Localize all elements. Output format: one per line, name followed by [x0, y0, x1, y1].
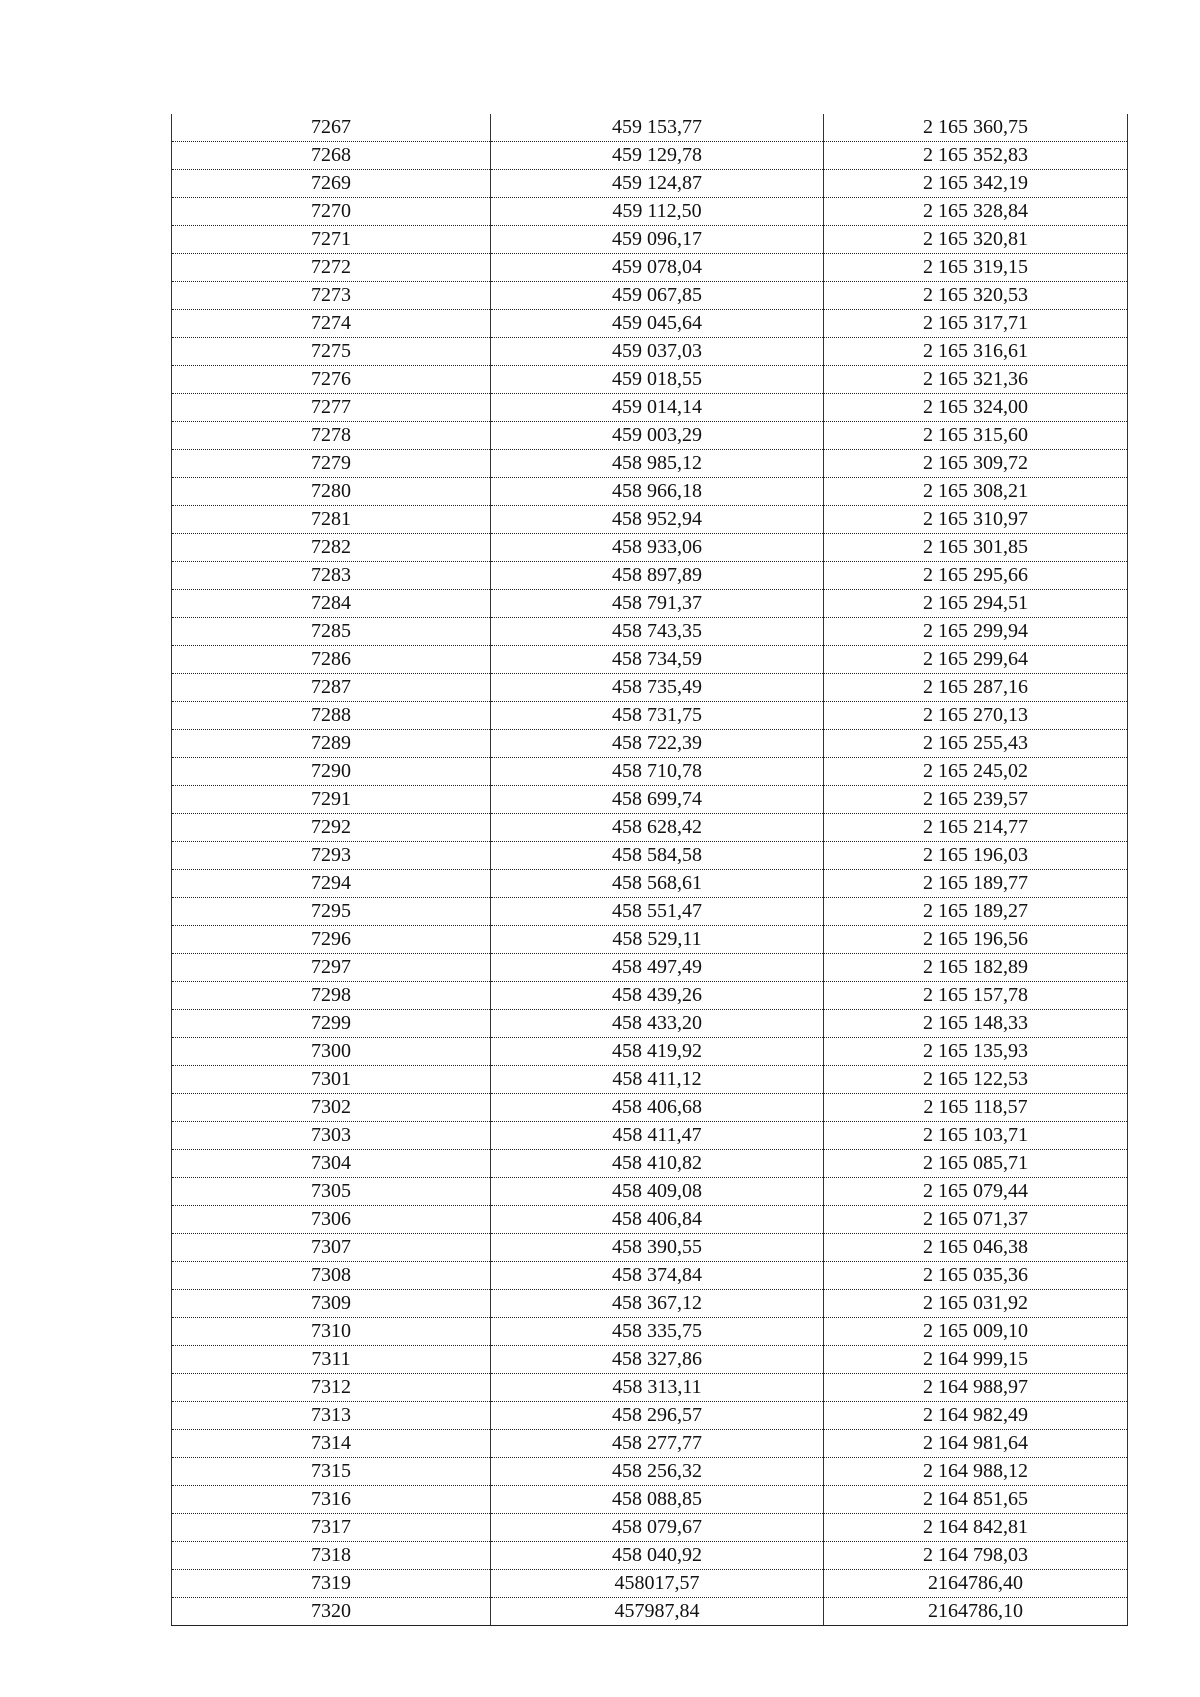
- x-coordinate-cell: 458 722,39: [491, 730, 824, 758]
- table-row: [172, 1290, 1128, 1318]
- point-number-cell: 7280: [172, 478, 491, 506]
- x-coordinate-cell: 459 003,29: [491, 422, 824, 450]
- y-coordinate-cell: 2 165 317,71: [824, 310, 1128, 338]
- table-row: [172, 1122, 1128, 1150]
- x-coordinate-cell: 458 791,37: [491, 590, 824, 618]
- x-coordinate-cell: 458 079,67: [491, 1514, 824, 1542]
- table-row: [172, 1178, 1128, 1206]
- table-row: [172, 310, 1128, 338]
- point-number-cell: 7269: [172, 170, 491, 198]
- x-coordinate-cell: 458 433,20: [491, 1010, 824, 1038]
- point-number-cell: 7313: [172, 1402, 491, 1430]
- y-coordinate-cell: 2 165 245,02: [824, 758, 1128, 786]
- point-number-cell: 7276: [172, 366, 491, 394]
- point-number-cell: 7296: [172, 926, 491, 954]
- x-coordinate-cell: 458 390,55: [491, 1234, 824, 1262]
- y-coordinate-cell: 2 165 079,44: [824, 1178, 1128, 1206]
- y-coordinate-cell: 2 164 842,81: [824, 1514, 1128, 1542]
- point-number-cell: 7303: [172, 1122, 491, 1150]
- table-row: [172, 198, 1128, 226]
- x-coordinate-cell: 459 124,87: [491, 170, 824, 198]
- x-coordinate-cell: 458 439,26: [491, 982, 824, 1010]
- x-coordinate-cell: 459 045,64: [491, 310, 824, 338]
- y-coordinate-cell: 2 164 988,97: [824, 1374, 1128, 1402]
- table-row: [172, 814, 1128, 842]
- y-coordinate-cell: 2 165 308,21: [824, 478, 1128, 506]
- y-coordinate-cell: 2 164 988,12: [824, 1458, 1128, 1486]
- y-coordinate-cell: 2 165 196,03: [824, 842, 1128, 870]
- y-coordinate-cell: 2 165 009,10: [824, 1318, 1128, 1346]
- point-number-cell: 7291: [172, 786, 491, 814]
- point-number-cell: 7300: [172, 1038, 491, 1066]
- table-row: [172, 282, 1128, 310]
- y-coordinate-cell: 2 165 310,97: [824, 506, 1128, 534]
- y-coordinate-cell: 2 165 360,75: [824, 114, 1128, 142]
- table-row: [172, 1542, 1128, 1570]
- table-row: [172, 590, 1128, 618]
- table-row: [172, 394, 1128, 422]
- point-number-cell: 7270: [172, 198, 491, 226]
- y-coordinate-cell: 2 165 352,83: [824, 142, 1128, 170]
- y-coordinate-cell: 2 165 071,37: [824, 1206, 1128, 1234]
- y-coordinate-cell: 2 165 287,16: [824, 674, 1128, 702]
- coordinates-table-body: [172, 114, 1128, 1626]
- point-number-cell: 7314: [172, 1430, 491, 1458]
- x-coordinate-cell: 458 406,84: [491, 1206, 824, 1234]
- x-coordinate-cell: 458 497,49: [491, 954, 824, 982]
- y-coordinate-cell: 2 165 148,33: [824, 1010, 1128, 1038]
- x-coordinate-cell: 459 037,03: [491, 338, 824, 366]
- x-coordinate-cell: 458 952,94: [491, 506, 824, 534]
- point-number-cell: 7290: [172, 758, 491, 786]
- x-coordinate-cell: 457987,84: [491, 1598, 824, 1626]
- point-number-cell: 7306: [172, 1206, 491, 1234]
- point-number-cell: 7292: [172, 814, 491, 842]
- point-number-cell: 7295: [172, 898, 491, 926]
- table-row: [172, 170, 1128, 198]
- y-coordinate-cell: 2 165 239,57: [824, 786, 1128, 814]
- point-number-cell: 7283: [172, 562, 491, 590]
- point-number-cell: 7281: [172, 506, 491, 534]
- table-row: [172, 730, 1128, 758]
- point-number-cell: 7288: [172, 702, 491, 730]
- point-number-cell: 7315: [172, 1458, 491, 1486]
- x-coordinate-cell: 458 568,61: [491, 870, 824, 898]
- point-number-cell: 7299: [172, 1010, 491, 1038]
- point-number-cell: 7279: [172, 450, 491, 478]
- x-coordinate-cell: 458 735,49: [491, 674, 824, 702]
- point-number-cell: 7308: [172, 1262, 491, 1290]
- y-coordinate-cell: 2 165 301,85: [824, 534, 1128, 562]
- coordinates-table: [171, 114, 1128, 1626]
- table-row: [172, 926, 1128, 954]
- x-coordinate-cell: 459 153,77: [491, 114, 824, 142]
- x-coordinate-cell: 458 327,86: [491, 1346, 824, 1374]
- x-coordinate-cell: 458 743,35: [491, 618, 824, 646]
- y-coordinate-cell: 2164786,10: [824, 1598, 1128, 1626]
- x-coordinate-cell: 459 078,04: [491, 254, 824, 282]
- y-coordinate-cell: 2 165 342,19: [824, 170, 1128, 198]
- x-coordinate-cell: 458 734,59: [491, 646, 824, 674]
- y-coordinate-cell: 2 165 320,81: [824, 226, 1128, 254]
- x-coordinate-cell: 458 411,12: [491, 1066, 824, 1094]
- point-number-cell: 7297: [172, 954, 491, 982]
- y-coordinate-cell: 2 165 103,71: [824, 1122, 1128, 1150]
- table-row: [172, 1458, 1128, 1486]
- x-coordinate-cell: 458 985,12: [491, 450, 824, 478]
- x-coordinate-cell: 458 313,11: [491, 1374, 824, 1402]
- point-number-cell: 7310: [172, 1318, 491, 1346]
- point-number-cell: 7274: [172, 310, 491, 338]
- table-row: [172, 338, 1128, 366]
- point-number-cell: 7289: [172, 730, 491, 758]
- table-row: [172, 1318, 1128, 1346]
- point-number-cell: 7316: [172, 1486, 491, 1514]
- x-coordinate-cell: 458 628,42: [491, 814, 824, 842]
- y-coordinate-cell: 2 165 295,66: [824, 562, 1128, 590]
- table-row: [172, 982, 1128, 1010]
- table-row: [172, 1514, 1128, 1542]
- table-row: [172, 1094, 1128, 1122]
- x-coordinate-cell: 458 584,58: [491, 842, 824, 870]
- point-number-cell: 7284: [172, 590, 491, 618]
- x-coordinate-cell: 459 096,17: [491, 226, 824, 254]
- y-coordinate-cell: 2 164 981,64: [824, 1430, 1128, 1458]
- y-coordinate-cell: 2 165 315,60: [824, 422, 1128, 450]
- y-coordinate-cell: 2 165 319,15: [824, 254, 1128, 282]
- x-coordinate-cell: 458 933,06: [491, 534, 824, 562]
- x-coordinate-cell: 458 296,57: [491, 1402, 824, 1430]
- table-row: [172, 1150, 1128, 1178]
- y-coordinate-cell: 2 165 328,84: [824, 198, 1128, 226]
- y-coordinate-cell: 2 164 798,03: [824, 1542, 1128, 1570]
- y-coordinate-cell: 2 165 122,53: [824, 1066, 1128, 1094]
- x-coordinate-cell: 458017,57: [491, 1570, 824, 1598]
- x-coordinate-cell: 459 112,50: [491, 198, 824, 226]
- point-number-cell: 7294: [172, 870, 491, 898]
- point-number-cell: 7305: [172, 1178, 491, 1206]
- x-coordinate-cell: 458 406,68: [491, 1094, 824, 1122]
- x-coordinate-cell: 458 419,92: [491, 1038, 824, 1066]
- y-coordinate-cell: 2 165 189,77: [824, 870, 1128, 898]
- point-number-cell: 7267: [172, 114, 491, 142]
- table-row: [172, 646, 1128, 674]
- x-coordinate-cell: 459 129,78: [491, 142, 824, 170]
- table-row: [172, 1402, 1128, 1430]
- table-row: [172, 534, 1128, 562]
- x-coordinate-cell: 458 731,75: [491, 702, 824, 730]
- y-coordinate-cell: 2 165 214,77: [824, 814, 1128, 842]
- table-row: [172, 786, 1128, 814]
- x-coordinate-cell: 459 018,55: [491, 366, 824, 394]
- point-number-cell: 7298: [172, 982, 491, 1010]
- y-coordinate-cell: 2 165 255,43: [824, 730, 1128, 758]
- table-row: [172, 674, 1128, 702]
- point-number-cell: 7309: [172, 1290, 491, 1318]
- x-coordinate-cell: 458 410,82: [491, 1150, 824, 1178]
- y-coordinate-cell: 2 165 320,53: [824, 282, 1128, 310]
- x-coordinate-cell: 458 088,85: [491, 1486, 824, 1514]
- table-row: [172, 758, 1128, 786]
- x-coordinate-cell: 458 529,11: [491, 926, 824, 954]
- x-coordinate-cell: 458 256,32: [491, 1458, 824, 1486]
- point-number-cell: 7275: [172, 338, 491, 366]
- table-row: [172, 254, 1128, 282]
- y-coordinate-cell: 2 165 299,64: [824, 646, 1128, 674]
- point-number-cell: 7307: [172, 1234, 491, 1262]
- point-number-cell: 7320: [172, 1598, 491, 1626]
- point-number-cell: 7304: [172, 1150, 491, 1178]
- table-row: [172, 1010, 1128, 1038]
- x-coordinate-cell: 458 897,89: [491, 562, 824, 590]
- x-coordinate-cell: 458 710,78: [491, 758, 824, 786]
- point-number-cell: 7278: [172, 422, 491, 450]
- y-coordinate-cell: 2 165 324,00: [824, 394, 1128, 422]
- point-number-cell: 7285: [172, 618, 491, 646]
- table-row: [172, 506, 1128, 534]
- x-coordinate-cell: 458 409,08: [491, 1178, 824, 1206]
- y-coordinate-cell: 2 165 035,36: [824, 1262, 1128, 1290]
- y-coordinate-cell: 2 165 196,56: [824, 926, 1128, 954]
- table-row: [172, 1262, 1128, 1290]
- table-row: [172, 1486, 1128, 1514]
- x-coordinate-cell: 458 335,75: [491, 1318, 824, 1346]
- point-number-cell: 7273: [172, 282, 491, 310]
- x-coordinate-cell: 458 551,47: [491, 898, 824, 926]
- point-number-cell: 7282: [172, 534, 491, 562]
- table-row: [172, 366, 1128, 394]
- y-coordinate-cell: 2 165 189,27: [824, 898, 1128, 926]
- y-coordinate-cell: 2164786,40: [824, 1570, 1128, 1598]
- table-row: [172, 1346, 1128, 1374]
- table-row: [172, 1430, 1128, 1458]
- table-row: [172, 898, 1128, 926]
- table-row: [172, 562, 1128, 590]
- y-coordinate-cell: 2 165 118,57: [824, 1094, 1128, 1122]
- y-coordinate-cell: 2 164 982,49: [824, 1402, 1128, 1430]
- table-row: [172, 1570, 1128, 1598]
- y-coordinate-cell: 2 165 270,13: [824, 702, 1128, 730]
- x-coordinate-cell: 458 699,74: [491, 786, 824, 814]
- table-row: [172, 1038, 1128, 1066]
- table-row: [172, 702, 1128, 730]
- table-row: [172, 1374, 1128, 1402]
- table-row: [172, 142, 1128, 170]
- y-coordinate-cell: 2 165 182,89: [824, 954, 1128, 982]
- table-row: [172, 1066, 1128, 1094]
- x-coordinate-cell: 458 966,18: [491, 478, 824, 506]
- y-coordinate-cell: 2 165 309,72: [824, 450, 1128, 478]
- point-number-cell: 7318: [172, 1542, 491, 1570]
- point-number-cell: 7319: [172, 1570, 491, 1598]
- x-coordinate-cell: 458 277,77: [491, 1430, 824, 1458]
- y-coordinate-cell: 2 164 999,15: [824, 1346, 1128, 1374]
- point-number-cell: 7317: [172, 1514, 491, 1542]
- y-coordinate-cell: 2 165 135,93: [824, 1038, 1128, 1066]
- table-row: [172, 1206, 1128, 1234]
- y-coordinate-cell: 2 164 851,65: [824, 1486, 1128, 1514]
- point-number-cell: 7277: [172, 394, 491, 422]
- y-coordinate-cell: 2 165 299,94: [824, 618, 1128, 646]
- y-coordinate-cell: 2 165 294,51: [824, 590, 1128, 618]
- table-row: [172, 226, 1128, 254]
- table-row: [172, 1598, 1128, 1626]
- table-row: [172, 114, 1128, 142]
- point-number-cell: 7268: [172, 142, 491, 170]
- point-number-cell: 7271: [172, 226, 491, 254]
- point-number-cell: 7312: [172, 1374, 491, 1402]
- x-coordinate-cell: 458 374,84: [491, 1262, 824, 1290]
- y-coordinate-cell: 2 165 085,71: [824, 1150, 1128, 1178]
- table-row: [172, 870, 1128, 898]
- point-number-cell: 7286: [172, 646, 491, 674]
- y-coordinate-cell: 2 165 046,38: [824, 1234, 1128, 1262]
- x-coordinate-cell: 458 040,92: [491, 1542, 824, 1570]
- y-coordinate-cell: 2 165 321,36: [824, 366, 1128, 394]
- table-row: [172, 450, 1128, 478]
- point-number-cell: 7301: [172, 1066, 491, 1094]
- table-row: [172, 618, 1128, 646]
- table-row: [172, 1234, 1128, 1262]
- point-number-cell: 7287: [172, 674, 491, 702]
- point-number-cell: 7293: [172, 842, 491, 870]
- x-coordinate-cell: 459 014,14: [491, 394, 824, 422]
- table-row: [172, 478, 1128, 506]
- x-coordinate-cell: 459 067,85: [491, 282, 824, 310]
- point-number-cell: 7302: [172, 1094, 491, 1122]
- table-row: [172, 842, 1128, 870]
- y-coordinate-cell: 2 165 157,78: [824, 982, 1128, 1010]
- point-number-cell: 7311: [172, 1346, 491, 1374]
- y-coordinate-cell: 2 165 031,92: [824, 1290, 1128, 1318]
- table-row: [172, 954, 1128, 982]
- y-coordinate-cell: 2 165 316,61: [824, 338, 1128, 366]
- x-coordinate-cell: 458 411,47: [491, 1122, 824, 1150]
- point-number-cell: 7272: [172, 254, 491, 282]
- table-row: [172, 422, 1128, 450]
- x-coordinate-cell: 458 367,12: [491, 1290, 824, 1318]
